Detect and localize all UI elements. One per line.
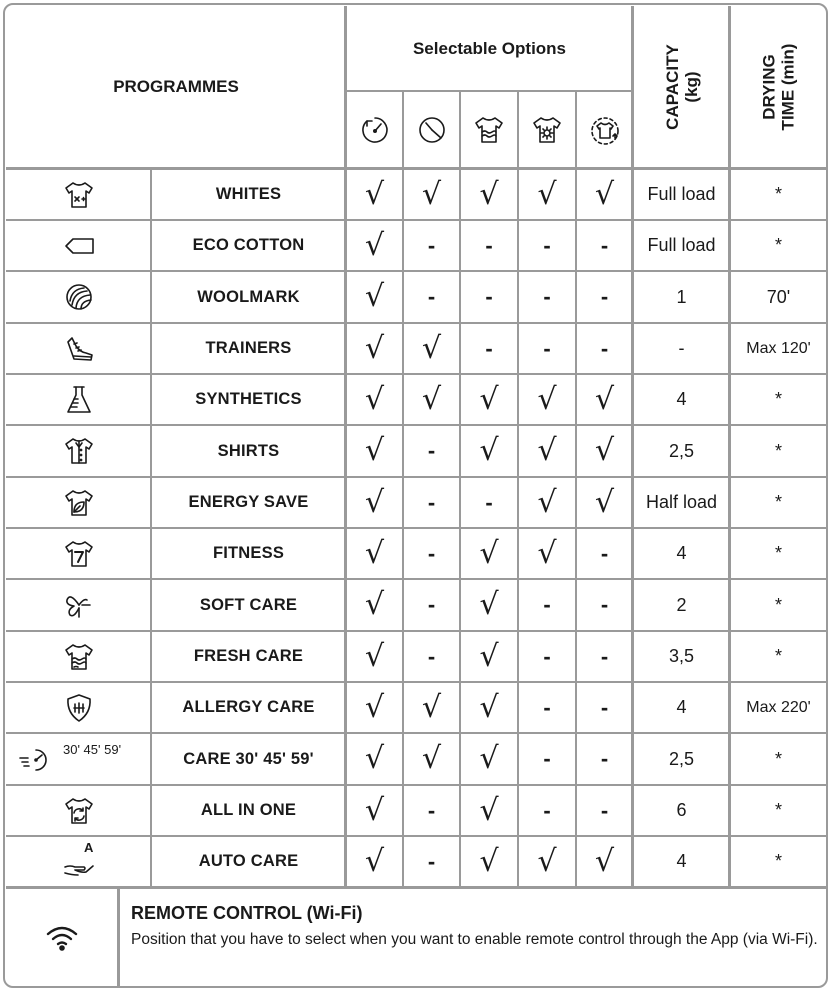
option-available-check: √: [364, 535, 385, 571]
programme-name: SHIRTS: [217, 441, 280, 460]
option-unavailable-dash: -: [543, 335, 551, 361]
option-available-check: √: [364, 638, 385, 674]
time-reduction-icon: [403, 92, 460, 168]
programme-icon-cell: [6, 836, 151, 887]
option-unavailable-dash: -: [427, 438, 436, 463]
anti-crease-icon: [576, 92, 633, 168]
option-available-check: √: [537, 176, 557, 212]
drying-time-header: [730, 6, 827, 168]
option-unavailable-dash: -: [427, 284, 436, 309]
grid-line: [6, 630, 827, 632]
drying-label: DRYING: [759, 54, 779, 120]
grid-line: [402, 91, 404, 887]
capacity-value: 1: [676, 286, 687, 307]
option-available-check: √: [594, 176, 615, 212]
programme-name: CARE 30' 45' 59': [183, 749, 314, 768]
grid-line: [6, 527, 827, 529]
option-available-check: √: [594, 433, 615, 468]
drying-time-value: *: [774, 748, 782, 769]
option-unavailable-dash: -: [543, 643, 551, 669]
capacity-value: Half load: [645, 492, 718, 512]
capacity-value: 4: [676, 543, 687, 563]
programme-icon-cell: [6, 682, 151, 733]
capacity-label: CAPACITY: [662, 44, 682, 130]
whites-shirt-icon: [62, 178, 96, 212]
option-available-check: √: [479, 176, 499, 212]
drying-time-value: *: [774, 389, 782, 409]
grid-line: [6, 476, 827, 478]
allergy-shield-icon: [62, 691, 96, 725]
option-available-check: √: [364, 587, 385, 622]
capacity-value: -: [678, 338, 685, 358]
grid-line: [6, 784, 827, 786]
grid-line: [6, 270, 827, 272]
option-available-check: √: [364, 279, 385, 314]
woolmark-icon: [62, 280, 96, 314]
option-available-check: √: [421, 381, 442, 417]
programmes-header: PROGRAMMES: [113, 77, 239, 96]
drying-time-value: *: [774, 184, 782, 204]
option-available-check: √: [421, 330, 442, 366]
remote-control-title: REMOTE CONTROL (Wi-Fi): [131, 903, 363, 923]
option-available-check: √: [594, 381, 615, 417]
fitness-seven-icon: [62, 537, 96, 571]
programme-name: FITNESS: [212, 544, 285, 562]
option-unavailable-dash: -: [485, 489, 493, 515]
drying-time-value: 70': [766, 286, 791, 307]
option-available-check: √: [537, 535, 557, 571]
grid-line: [6, 732, 827, 734]
option-available-check: √: [479, 381, 499, 417]
care-times-label: 30' 45' 59': [63, 742, 122, 757]
grid-line: [150, 169, 152, 887]
option-available-check: √: [479, 792, 499, 828]
grid-line: [6, 322, 827, 324]
programme-icon-cell: [6, 220, 151, 271]
option-available-check: √: [364, 792, 385, 828]
option-available-check: √: [537, 381, 557, 417]
grid-line: [6, 167, 827, 170]
grid-line: [117, 888, 120, 986]
eco-tag-icon: [62, 229, 96, 263]
drying-time-value: *: [774, 543, 782, 563]
option-available-check: √: [364, 741, 385, 776]
option-available-check: √: [594, 843, 615, 879]
option-unavailable-dash: -: [543, 746, 551, 771]
programme-name: SYNTHETICS: [195, 390, 302, 408]
option-available-check: √: [364, 433, 385, 468]
drying-time-value: *: [774, 492, 782, 512]
programme-icon-cell: [6, 631, 151, 682]
capacity-value: 2: [676, 594, 687, 615]
option-available-check: √: [364, 176, 385, 212]
extra-rinse-icon: [460, 92, 518, 168]
option-available-check: √: [421, 176, 442, 212]
option-unavailable-dash: -: [427, 797, 436, 823]
option-available-check: √: [364, 330, 385, 366]
programme-name: ALL IN ONE: [200, 801, 297, 819]
grid-line: [6, 424, 827, 426]
option-available-check: √: [479, 689, 499, 725]
drying-time-value: *: [774, 646, 782, 666]
capacity-value: 3,5: [668, 646, 695, 666]
drying-time-value: Max 120': [746, 339, 811, 357]
programme-name: FRESH CARE: [193, 647, 304, 665]
capacity-value: Full load: [647, 235, 716, 255]
drying-icon: [518, 92, 576, 168]
programme-icon-cell: [6, 733, 151, 785]
option-available-check: √: [364, 689, 385, 725]
programme-icon-cell: [6, 477, 151, 528]
capacity-value: 4: [676, 851, 687, 871]
shirt-icon: [62, 434, 96, 468]
programme-name: ECO COTTON: [192, 236, 305, 254]
option-unavailable-dash: -: [543, 797, 551, 823]
rapid-timer-icon: [18, 742, 52, 776]
all-in-one-icon: [62, 794, 96, 828]
capacity-value: 4: [676, 697, 687, 717]
option-available-check: √: [479, 638, 499, 674]
option-available-check: √: [364, 227, 385, 263]
option-unavailable-dash: -: [600, 746, 609, 771]
option-available-check: √: [421, 741, 442, 776]
drying-time-value: *: [774, 851, 782, 871]
option-unavailable-dash: -: [600, 540, 609, 566]
capacity-header: [633, 6, 730, 168]
option-unavailable-dash: -: [485, 335, 493, 361]
grid-line: [631, 6, 634, 887]
option-available-check: √: [479, 843, 499, 879]
programme-name: WHITES: [215, 185, 282, 203]
programme-icon-cell: [6, 169, 151, 220]
programme-name: ALLERGY CARE: [182, 698, 315, 716]
programme-name: ENERGY SAVE: [188, 493, 309, 511]
trainers-shoe-icon: [62, 332, 96, 366]
option-unavailable-dash: -: [427, 592, 436, 617]
fresh-care-icon: [62, 640, 96, 674]
option-unavailable-dash: -: [543, 694, 551, 720]
option-unavailable-dash: -: [600, 284, 609, 309]
grid-line: [6, 886, 827, 889]
option-unavailable-dash: -: [427, 232, 436, 258]
grid-line: [728, 6, 731, 887]
programme-name: TRAINERS: [205, 339, 292, 357]
option-available-check: √: [364, 381, 385, 417]
option-unavailable-dash: -: [600, 592, 609, 617]
option-available-check: √: [594, 484, 615, 520]
grid-line: [575, 91, 577, 887]
delay-start-icon: [346, 92, 403, 168]
grid-line: [6, 681, 827, 683]
option-unavailable-dash: -: [600, 797, 609, 823]
capacity-value: Full load: [647, 184, 716, 204]
option-unavailable-dash: -: [543, 232, 551, 258]
option-available-check: √: [364, 843, 385, 879]
option-unavailable-dash: -: [427, 643, 436, 669]
synthetics-flask-icon: [62, 383, 96, 417]
grid-line: [6, 835, 827, 837]
capacity-value: 2,5: [668, 440, 695, 461]
option-unavailable-dash: -: [600, 335, 609, 361]
option-unavailable-dash: -: [485, 284, 493, 309]
option-available-check: √: [479, 741, 499, 776]
programme-icon-cell: [6, 323, 151, 374]
grid-line: [517, 91, 519, 887]
option-unavailable-dash: -: [600, 694, 609, 720]
option-unavailable-dash: -: [427, 489, 436, 515]
grid-line: [6, 578, 827, 580]
option-available-check: √: [537, 433, 557, 468]
option-available-check: √: [537, 843, 557, 879]
option-available-check: √: [479, 433, 499, 468]
programme-icon-cell: [6, 579, 151, 631]
selectable-options-header: Selectable Options: [412, 39, 567, 58]
wifi-icon: [6, 890, 118, 986]
option-available-check: √: [479, 587, 499, 622]
programme-name: WOOLMARK: [197, 287, 300, 306]
grid-line: [6, 219, 827, 221]
drying-unit: TIME (min): [778, 43, 798, 131]
option-available-check: √: [537, 484, 557, 520]
option-available-check: √: [421, 689, 442, 725]
programme-icon-cell: [6, 374, 151, 425]
option-available-check: √: [364, 484, 385, 520]
programme-icon-cell: [6, 271, 151, 323]
drying-time-value: *: [774, 235, 782, 255]
auto-care-letter: A: [84, 840, 94, 855]
option-unavailable-dash: -: [485, 232, 493, 258]
programme-icon-cell: [6, 785, 151, 836]
drying-time-value: Max 220': [746, 698, 811, 716]
drying-time-value: *: [774, 440, 782, 461]
drying-time-value: *: [774, 594, 782, 615]
option-unavailable-dash: -: [427, 848, 436, 874]
capacity-unit: (kg): [681, 71, 701, 103]
grid-line: [459, 91, 461, 887]
option-unavailable-dash: -: [427, 540, 436, 566]
option-unavailable-dash: -: [600, 643, 609, 669]
programme-icon-cell: [6, 528, 151, 579]
capacity-value: 4: [676, 389, 687, 409]
energy-save-leaf-icon: [62, 486, 96, 520]
programme-name: SOFT CARE: [199, 595, 298, 614]
programme-name: AUTO CARE: [198, 852, 299, 870]
soft-care-butterfly-icon: [62, 588, 96, 622]
drying-time-value: *: [774, 800, 782, 820]
remote-control-description: Position that you have to select when you want to enable remote control through the App (via Wi-Fi).: [131, 931, 818, 948]
grid-line: [346, 90, 633, 92]
grid-line: [6, 373, 827, 375]
option-unavailable-dash: -: [600, 232, 609, 258]
programme-icon-cell: [6, 425, 151, 477]
option-available-check: √: [479, 535, 499, 571]
option-unavailable-dash: -: [543, 592, 551, 617]
option-unavailable-dash: -: [543, 284, 551, 309]
capacity-value: 6: [676, 800, 687, 820]
grid-line: [344, 6, 347, 887]
capacity-value: 2,5: [668, 748, 695, 769]
